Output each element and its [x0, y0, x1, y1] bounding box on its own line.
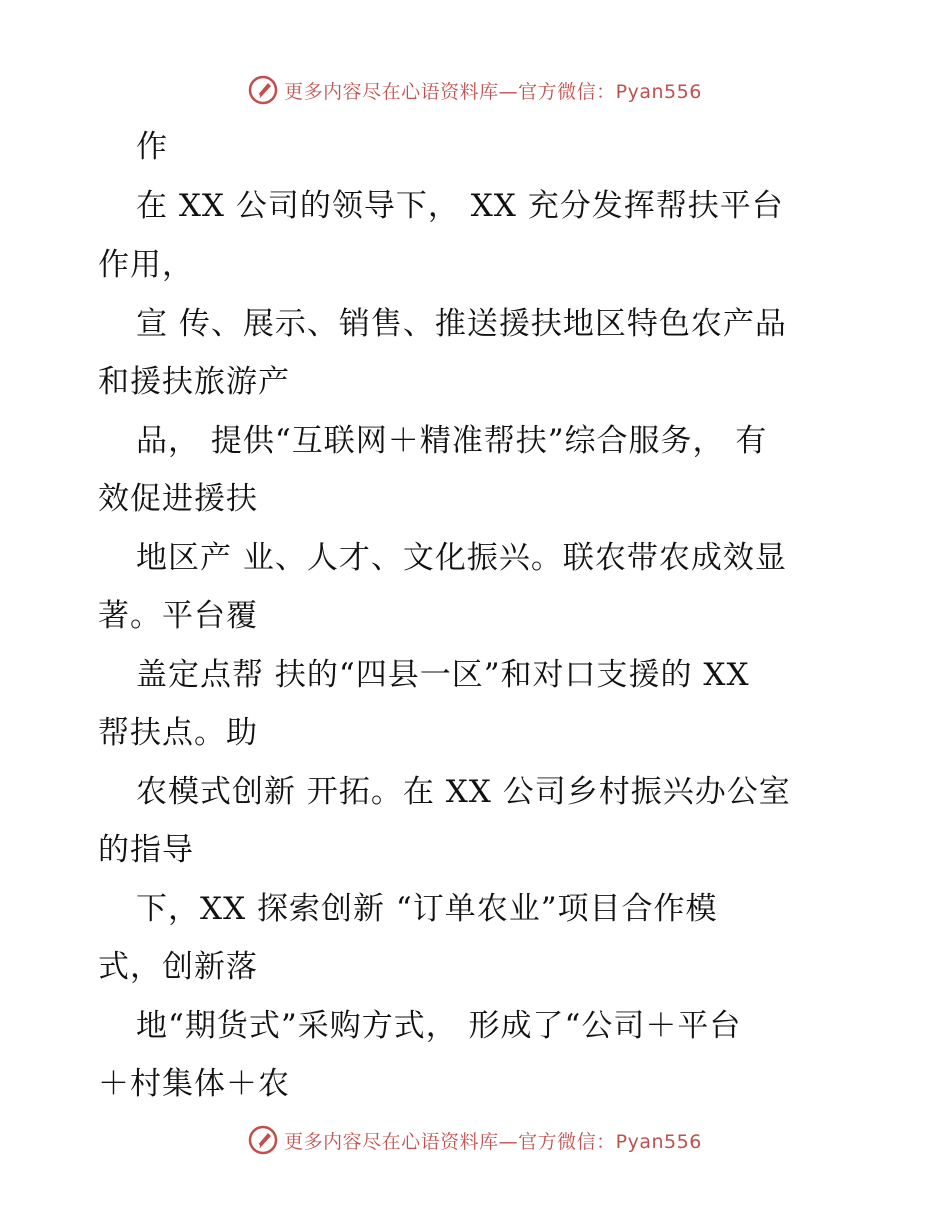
text-line: 农模式创新 开拓。在 XX 公司乡村振兴办公室: [136, 774, 791, 810]
text-line: 品， 提供“互联网＋精准帮扶”综合服务， 有: [136, 423, 768, 459]
footer-banner-text: 更多内容尽在心语资料库—官方微信：Pyan556: [284, 1130, 702, 1153]
text-line: 式，创新落: [98, 949, 258, 985]
text-line: ＋村集体＋农: [98, 1066, 290, 1102]
text-line: 下，XX 探索创新 “订单农业”项目合作模: [136, 891, 718, 927]
text-line: 作: [136, 129, 168, 165]
footer-banner: [0, 1120, 950, 1160]
text-line: 作用，: [98, 247, 194, 283]
text-line: 和援扶旅游产: [98, 364, 290, 400]
text-line: 效促进援扶: [98, 481, 258, 517]
text-line: 在 XX 公司的领导下， XX 充分发挥帮扶平台: [136, 188, 784, 224]
text-line: 地“期货式”采购方式， 形成了“公司＋平台: [136, 1008, 742, 1044]
text-line: 著。平台覆: [98, 598, 258, 634]
text-line: 的指导: [98, 832, 194, 868]
pen-logo-icon: [248, 1125, 278, 1155]
text-line: 宣 传、展示、销售、推送援扶地区特色农产品: [136, 306, 787, 342]
header-banner-text: 更多内容尽在心语资料库—官方微信：Pyan556: [284, 80, 702, 103]
text-line: 帮扶点。助: [98, 715, 258, 751]
text-line: 地区产 业、人才、文化振兴。联农带农成效显: [136, 540, 787, 576]
text-line: 盖定点帮 扶的“四县一区”和对口支援的 XX: [136, 657, 750, 693]
